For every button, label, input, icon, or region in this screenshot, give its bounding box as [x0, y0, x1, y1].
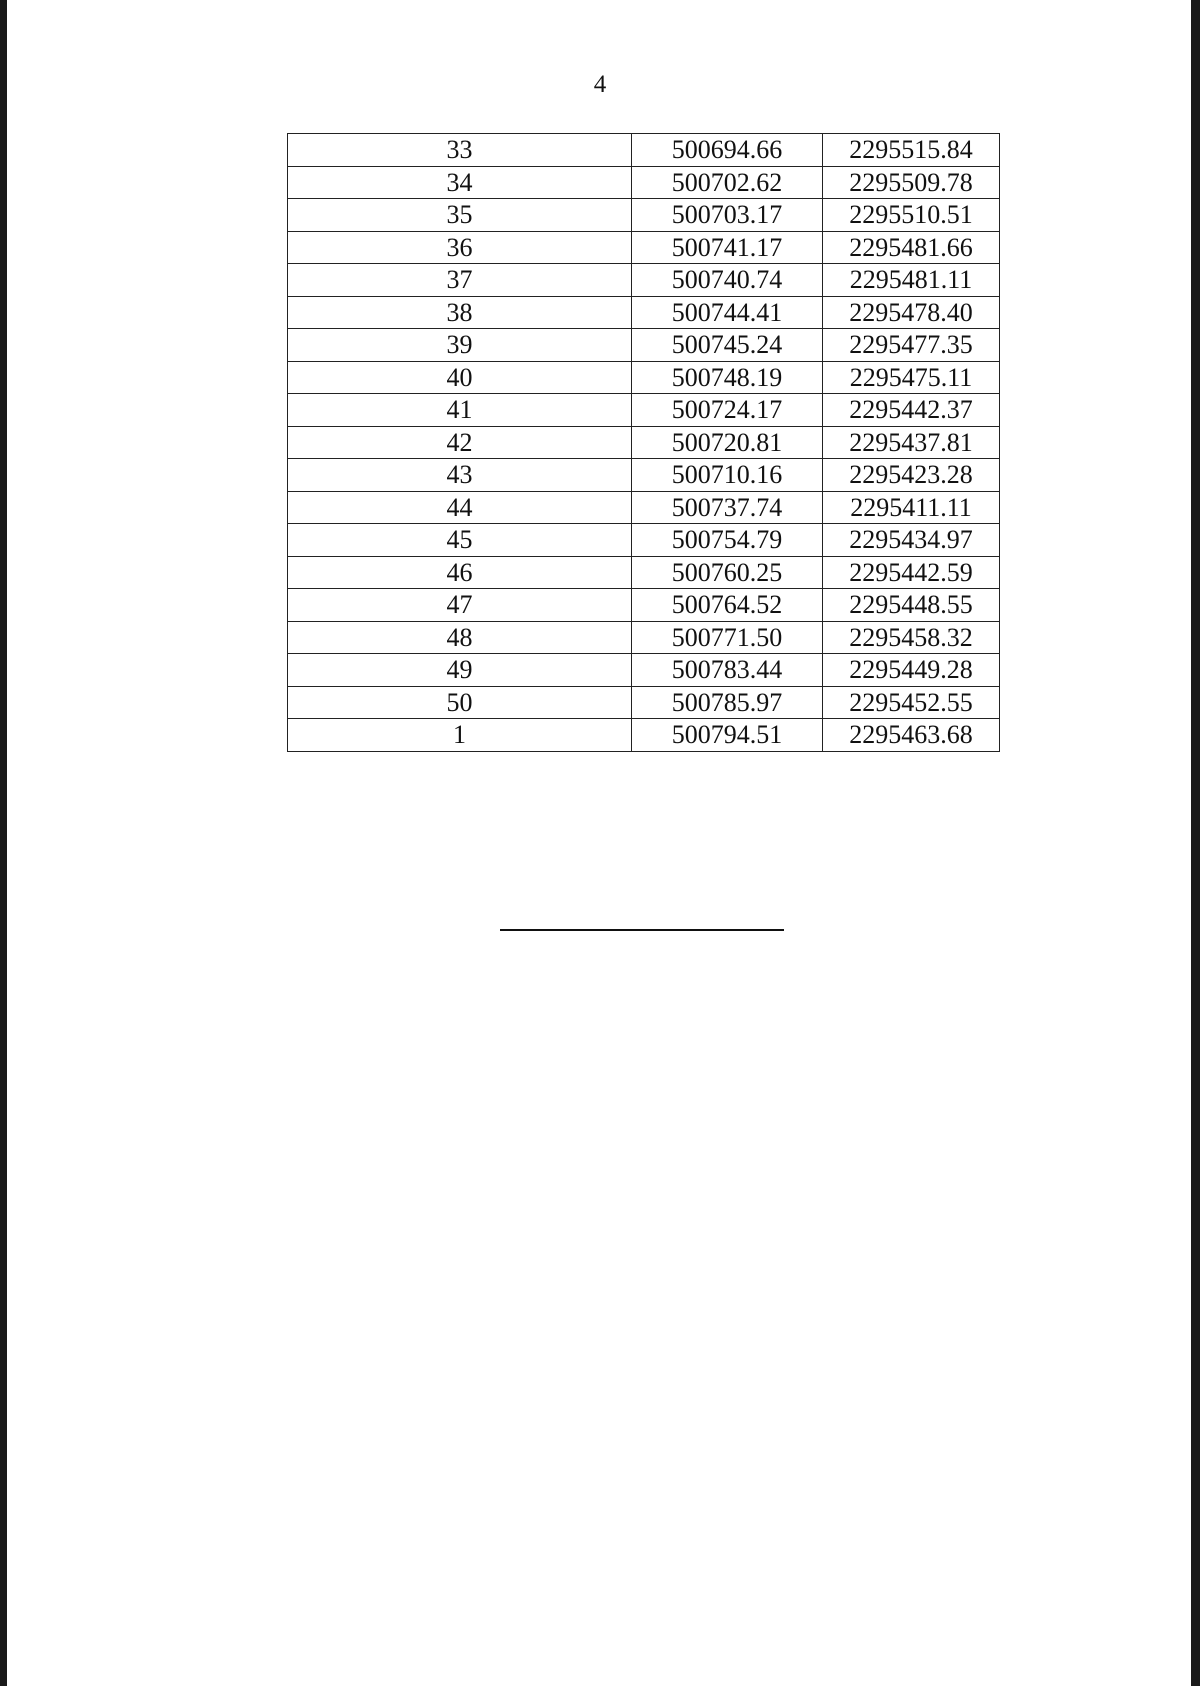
easting-cell: 500720.81: [632, 426, 823, 459]
easting-cell: 500785.97: [632, 686, 823, 719]
northing-cell: 2295448.55: [823, 589, 1000, 622]
northing-cell: 2295434.97: [823, 524, 1000, 557]
easting-cell: 500783.44: [632, 654, 823, 687]
easting-cell: 500745.24: [632, 329, 823, 362]
table-row: [288, 719, 1000, 752]
northing-cell: 2295423.28: [823, 459, 1000, 492]
easting-cell: 500771.50: [632, 621, 823, 654]
easting-cell: 500724.17: [632, 394, 823, 427]
easting-cell: 500703.17: [632, 199, 823, 232]
table-row: [288, 394, 1000, 427]
point-number-cell: 36: [288, 231, 632, 264]
northing-cell: 2295510.51: [823, 199, 1000, 232]
point-number-cell: 35: [288, 199, 632, 232]
easting-cell: 500737.74: [632, 491, 823, 524]
point-number-cell: 38: [288, 296, 632, 329]
easting-cell: 500794.51: [632, 719, 823, 752]
northing-cell: 2295411.11: [823, 491, 1000, 524]
point-number-cell: 40: [288, 361, 632, 394]
easting-cell: 500764.52: [632, 589, 823, 622]
northing-cell: 2295481.66: [823, 231, 1000, 264]
easting-cell: 500754.79: [632, 524, 823, 557]
northing-cell: 2295442.37: [823, 394, 1000, 427]
table-row: [288, 426, 1000, 459]
northing-cell: 2295475.11: [823, 361, 1000, 394]
point-number-cell: 43: [288, 459, 632, 492]
table-row: [288, 134, 1000, 167]
easting-cell: 500702.62: [632, 166, 823, 199]
northing-cell: 2295437.81: [823, 426, 1000, 459]
table-row: [288, 296, 1000, 329]
easting-cell: 500760.25: [632, 556, 823, 589]
scan-edge-left: [0, 0, 7, 1686]
northing-cell: 2295463.68: [823, 719, 1000, 752]
page-number: 4: [593, 71, 607, 98]
easting-cell: 500740.74: [632, 264, 823, 297]
northing-cell: 2295477.35: [823, 329, 1000, 362]
northing-cell: 2295452.55: [823, 686, 1000, 719]
table-row: [288, 166, 1000, 199]
coordinates-table: [287, 133, 1000, 752]
point-number-cell: 34: [288, 166, 632, 199]
point-number-cell: 50: [288, 686, 632, 719]
northing-cell: 2295481.11: [823, 264, 1000, 297]
table-row: [288, 524, 1000, 557]
point-number-cell: 33: [288, 134, 632, 167]
table-row: [288, 264, 1000, 297]
coordinates-table-body: [288, 134, 1000, 752]
point-number-cell: 1: [288, 719, 632, 752]
point-number-cell: 48: [288, 621, 632, 654]
table-row: [288, 459, 1000, 492]
table-row: [288, 491, 1000, 524]
table-row: [288, 654, 1000, 687]
northing-cell: 2295458.32: [823, 621, 1000, 654]
easting-cell: 500694.66: [632, 134, 823, 167]
northing-cell: 2295449.28: [823, 654, 1000, 687]
easting-cell: 500748.19: [632, 361, 823, 394]
point-number-cell: 42: [288, 426, 632, 459]
northing-cell: 2295442.59: [823, 556, 1000, 589]
point-number-cell: 47: [288, 589, 632, 622]
point-number-cell: 49: [288, 654, 632, 687]
table-row: [288, 621, 1000, 654]
point-number-cell: 41: [288, 394, 632, 427]
northing-cell: 2295478.40: [823, 296, 1000, 329]
point-number-cell: 44: [288, 491, 632, 524]
northing-cell: 2295509.78: [823, 166, 1000, 199]
table-row: [288, 589, 1000, 622]
table-row: [288, 556, 1000, 589]
table-row: [288, 231, 1000, 264]
point-number-cell: 45: [288, 524, 632, 557]
table-row: [288, 199, 1000, 232]
scan-edge-right: [1191, 0, 1200, 1686]
table-row: [288, 686, 1000, 719]
easting-cell: 500741.17: [632, 231, 823, 264]
northing-cell: 2295515.84: [823, 134, 1000, 167]
table-row: [288, 329, 1000, 362]
table-row: [288, 361, 1000, 394]
point-number-cell: 37: [288, 264, 632, 297]
point-number-cell: 39: [288, 329, 632, 362]
easting-cell: 500710.16: [632, 459, 823, 492]
easting-cell: 500744.41: [632, 296, 823, 329]
end-rule: [500, 929, 784, 931]
point-number-cell: 46: [288, 556, 632, 589]
